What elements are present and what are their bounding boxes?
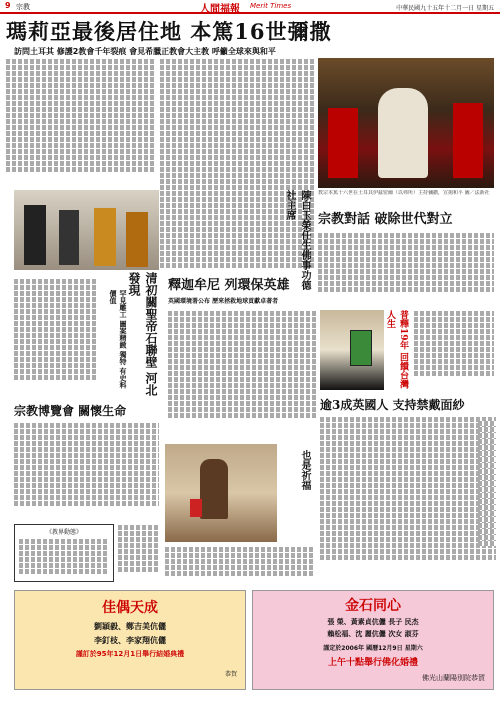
news-brief-box <box>14 524 114 582</box>
ad-left-sponsor: 恭賀 <box>224 671 237 678</box>
masthead-logo: 人間福報 <box>200 4 240 15</box>
edge-column-text <box>478 420 496 580</box>
priest-body-text <box>414 310 494 390</box>
expo-body-text <box>14 422 159 522</box>
priest-photo <box>320 310 384 390</box>
drink-photo <box>165 444 277 542</box>
ad-left-line2: 李釘枝、李家翔伉儷 <box>94 636 166 645</box>
wedding-ad-left <box>14 590 246 690</box>
drink-side-title: 也是祈福 <box>299 450 310 490</box>
lead-photo-caption: 教宗本篤十六世在土耳其伊茲密爾（以弗所）主持彌撒，宣揚和平 圖／法新社 <box>318 190 490 196</box>
lead-photo <box>318 58 494 188</box>
mural-body-text <box>14 278 98 398</box>
drink-caption-text <box>165 546 315 586</box>
page-number: 9 <box>5 1 11 10</box>
issue-date: 中華民國九十五年十二月一日 星期五 <box>396 5 494 12</box>
ad-right-sponsor: 佛光山蘭陽別院恭賀 <box>422 674 485 682</box>
dialogue-body-text <box>318 232 494 302</box>
ad-left-line1: 劉穎毅、鄭吉美伉儷 <box>94 622 166 631</box>
ad-right-line3: 謹定於2006年 國曆12月9日 星期六 <box>323 645 423 652</box>
ad-right-line2: 賴松福、沈 麗伉儷 次女 淑芬 <box>327 630 419 638</box>
wedding-ad-right <box>252 590 494 690</box>
conversion-body-text <box>320 416 496 586</box>
priest-side-title: 普釋19年 回饋台灣人生 <box>385 310 408 389</box>
ad-left-line3: 謹訂於95年12月1日舉行結婚典禮 <box>75 650 185 658</box>
masthead-english: Merit Times <box>250 2 292 10</box>
dialogue-side-title: 陳白玉榮任生佛事功德社主席 <box>284 190 310 290</box>
ad-left-title: 佳偶天成 <box>102 600 158 616</box>
buddha-subheadline: 英國環境署公布 歷來拯救地球貢獻卓著者 <box>168 298 279 305</box>
lead-body-text <box>6 58 156 188</box>
buddha-body-text <box>168 310 316 440</box>
mural-subheadline: 罕見雕工 圖案精緻 獨特 有史料價值 <box>109 290 128 389</box>
lead-headline: 瑪莉亞最後居住地 本篤16世彌撒 <box>6 19 332 44</box>
ad-right-line4: 上午十點舉行佛化婚禮 <box>327 658 418 668</box>
ad-right-line1: 張 榮、黃素貞伉儷 長子 民杰 <box>327 618 419 626</box>
conversion-headline: 逾3成英國人 支持禁戴面紗 <box>320 398 465 412</box>
section-label: 宗教 <box>16 3 30 11</box>
monks-photo <box>14 190 159 270</box>
ad-right-title: 金石同心 <box>345 598 401 614</box>
news-brief-side-text <box>118 524 158 582</box>
expo-headline: 宗教博覽會 關懷生命 <box>14 404 127 418</box>
mural-headline: 清初關聖帝石聯壁 河北發現 <box>127 272 158 397</box>
dialogue-headline: 宗教對話 破除世代對立 <box>318 212 453 227</box>
buddha-headline: 釋迦牟尼 列環保英雄 <box>168 278 290 293</box>
page-header <box>0 0 500 14</box>
lead-subheadline: 訪問土耳其 修護2教會千年裂痕 會見希臘正教會大主教 呼籲全球來與和平 <box>14 47 276 56</box>
news-brief-title: 《教界動態》 <box>45 529 82 536</box>
